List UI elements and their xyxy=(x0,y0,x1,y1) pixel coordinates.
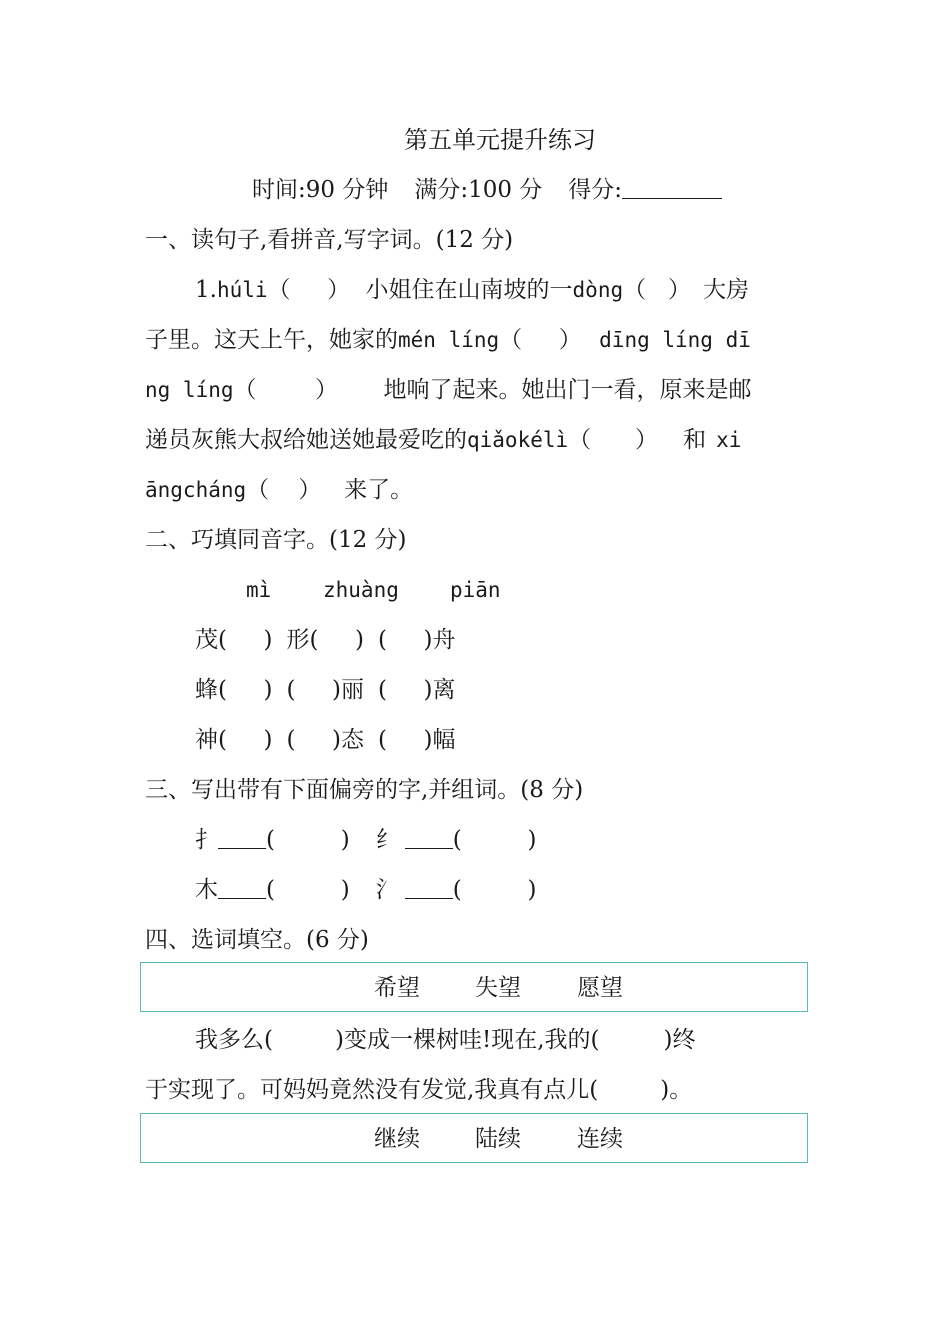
section-1-heading: 一、读句子,看拼音,写字词。(12 分) xyxy=(145,227,514,253)
answer-blank[interactable]: （ ） xyxy=(623,277,692,303)
word-option: 愿望 xyxy=(577,975,623,1001)
s1-line-3: ng líng（ ） 地响了起来。她出门一看，原来是邮 xyxy=(145,377,752,403)
answer-blank[interactable]: （ ） xyxy=(233,377,339,403)
word-choice-box-1 xyxy=(140,962,808,1012)
pinyin-dong: dòng xyxy=(572,278,624,302)
section-3-heading: 三、写出带有下面偏旁的字,并组词。(8 分) xyxy=(145,777,584,803)
answer-blank[interactable]: ( ) xyxy=(286,677,342,703)
answer-blank[interactable]: ( ) xyxy=(286,727,342,753)
answer-blank[interactable]: （ ） xyxy=(246,477,322,503)
s1-line-5: āngcháng（ ） 来了。 xyxy=(145,477,414,503)
score-blank[interactable] xyxy=(622,176,722,199)
pinyin-1: mì xyxy=(246,578,272,602)
section-2-heading: 二、巧填同音字。(12 分) xyxy=(145,527,407,553)
answer-blank[interactable]: ( ) xyxy=(218,727,273,753)
radical-water: 氵 xyxy=(375,877,399,903)
char-blank[interactable] xyxy=(218,876,266,899)
s1-line-2: 子里。这天上午，她家的mén líng（ ） dīng líng dī xyxy=(145,327,751,353)
radical-silk: 纟 xyxy=(375,827,399,853)
fill-sentence-line-1: 我多么( )变成一棵树哇!现在,我的( )终 xyxy=(195,1027,696,1053)
pinyin-huli: húli xyxy=(216,278,268,302)
s1-line-4: 递员灰熊大叔给她送她最爱吃的qiǎokélì（ ） 和 xi xyxy=(145,427,742,453)
radical-wood: 木 xyxy=(195,877,218,903)
pinyin-menling: mén líng xyxy=(398,328,500,352)
score-label: 得分: xyxy=(568,177,623,203)
char-blank[interactable] xyxy=(218,826,266,849)
homophone-row-1: 茂( ) 形( ) ( )舟 xyxy=(195,627,456,653)
exam-meta xyxy=(252,175,722,205)
answer-blank[interactable]: ( ) xyxy=(378,627,433,653)
word-option: 连续 xyxy=(577,1126,623,1152)
word-choice-box-2 xyxy=(140,1113,808,1163)
section-4-heading: 四、选词填空。(6 分) xyxy=(145,927,369,953)
char-blank[interactable] xyxy=(405,876,453,899)
word-option: 失望 xyxy=(475,975,521,1001)
pinyin-2: zhuàng xyxy=(323,578,399,602)
answer-blank[interactable]: ( ) xyxy=(378,727,433,753)
pinyin-dingling: dīng líng dī xyxy=(599,328,751,352)
word-blank[interactable]: ( ) xyxy=(266,877,350,903)
full-score-label: 满分:100 分 xyxy=(414,177,543,203)
homophone-row-2: 蜂( ) ( )丽 ( )离 xyxy=(195,677,456,703)
pinyin-3: piān xyxy=(450,578,501,602)
answer-blank[interactable]: （ ） xyxy=(267,277,351,303)
pinyin-xiangchang: āngcháng xyxy=(145,478,247,502)
answer-blank[interactable]: ( ) xyxy=(378,677,433,703)
item-number: 1. xyxy=(195,277,217,303)
pinyin-qiaokeli: qiǎokélì xyxy=(467,428,569,452)
answer-blank[interactable]: （ ） xyxy=(568,427,659,453)
word-option: 希望 xyxy=(374,975,420,1001)
s1-line-1: 1.húli（ ） 小姐住在山南坡的一dòng（ ） 大房 xyxy=(195,277,750,303)
page-title: 第五单元提升练习 xyxy=(404,126,596,154)
radical-row-1 xyxy=(195,825,537,855)
answer-blank[interactable]: ( ) xyxy=(218,677,273,703)
char-blank[interactable] xyxy=(405,826,453,849)
word-blank[interactable]: ( ) xyxy=(266,827,350,853)
word-option: 继续 xyxy=(374,1126,420,1152)
radical-hand: 扌 xyxy=(195,827,218,853)
word-blank[interactable]: ( ) xyxy=(452,877,537,903)
word-blank[interactable]: ( ) xyxy=(452,827,537,853)
fill-sentence-line-2: 于实现了。可妈妈竟然没有发觉,我真有点儿( )。 xyxy=(145,1077,693,1103)
time-label: 时间:90 分钟 xyxy=(252,177,389,203)
word-option: 陆续 xyxy=(475,1126,521,1152)
homophone-row-3: 神( ) ( )态 ( )幅 xyxy=(195,727,456,753)
radical-row-2 xyxy=(195,875,537,905)
answer-blank[interactable]: ( ) xyxy=(309,627,365,653)
answer-blank[interactable]: ( ) xyxy=(218,627,273,653)
answer-blank[interactable]: （ ） xyxy=(499,327,582,353)
